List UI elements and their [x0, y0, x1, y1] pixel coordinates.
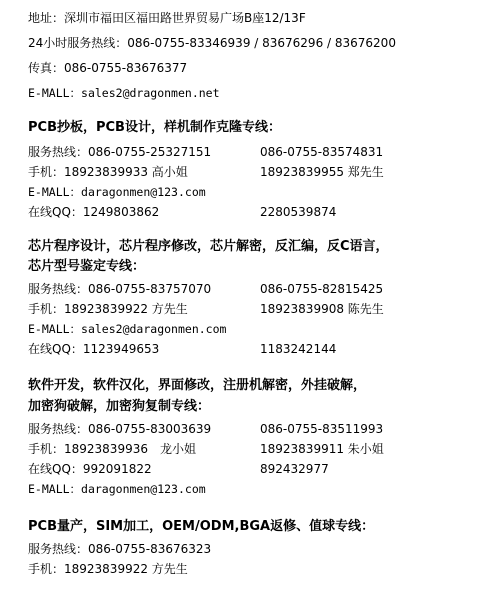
email-line: E-MALL：sales2@dragonmen.net	[28, 86, 220, 100]
hotline-left: 服务热线：086-0755-83003639	[28, 422, 212, 436]
mobile-row	[28, 441, 384, 457]
hotline-line: 服务热线：086-0755-83676323	[28, 542, 212, 556]
qq-left: 在线QQ：1123949653	[28, 342, 160, 356]
qq-row	[28, 204, 337, 220]
section-title-software: 软件开发，软件汉化，界面修改，注册机解密，外挂破解，	[28, 378, 367, 393]
mobile-line: 手机：18923839922 方先生	[28, 562, 188, 576]
hotline-row	[28, 281, 384, 297]
address-line: 地址：深圳市福田区福田路世界贸易广场B座12/13F	[28, 11, 306, 25]
qq-left: 在线QQ：992091822	[28, 462, 152, 476]
mobile-left: 手机：18923839936 龙小姐	[28, 442, 196, 456]
qq-row	[28, 461, 329, 477]
mobile-left: 手机：18923839922 方先生	[28, 302, 188, 316]
qq-left: 在线QQ：1249803862	[28, 205, 160, 219]
qq-right: 892432977	[260, 462, 329, 476]
qq-right: 2280539874	[260, 205, 337, 219]
mobile-right: 18923839908 陈先生	[260, 302, 384, 316]
mobile-row	[28, 164, 384, 180]
hotline-right: 086-0755-82815425	[260, 282, 384, 296]
hotline-right: 086-0755-83574831	[260, 145, 384, 159]
email-line: E-MALL：daragonmen@123.com	[28, 482, 206, 496]
hotline-24h-line: 24小时服务热线：086-0755-83346939 / 83676296 / 83676200	[28, 36, 396, 50]
mobile-right: 18923839955 郑先生	[260, 165, 384, 179]
mobile-left: 手机：18923839933 高小姐	[28, 165, 188, 179]
email-line: E-MALL：daragonmen@123.com	[28, 185, 206, 199]
hotline-row	[28, 421, 384, 437]
section-title-chip-cont: 芯片型号鉴定专线：	[28, 259, 146, 274]
hotline-right: 086-0755-83511993	[260, 422, 384, 436]
hotline-left: 服务热线：086-0755-25327151	[28, 145, 212, 159]
qq-right: 1183242144	[260, 342, 337, 356]
mobile-row	[28, 301, 384, 317]
section-title-production: PCB量产，SIM加工，OEM/ODM,BGA返修、值球专线：	[28, 519, 375, 534]
hotline-row	[28, 144, 384, 160]
mobile-right: 18923839911 朱小姐	[260, 442, 384, 456]
section-title-software-cont: 加密狗破解，加密狗复制专线：	[28, 399, 211, 414]
section-title-pcb: PCB抄板，PCB设计，样机制作克隆专线：	[28, 120, 281, 135]
section-title-chip: 芯片程序设计，芯片程序修改，芯片解密，反汇编，反C语言，	[28, 239, 389, 254]
hotline-left: 服务热线：086-0755-83757070	[28, 282, 212, 296]
fax-line: 传真：086-0755-83676377	[28, 61, 188, 75]
qq-row	[28, 341, 337, 357]
email-line: E-MALL：sales2@daragonmen.com	[28, 322, 227, 336]
